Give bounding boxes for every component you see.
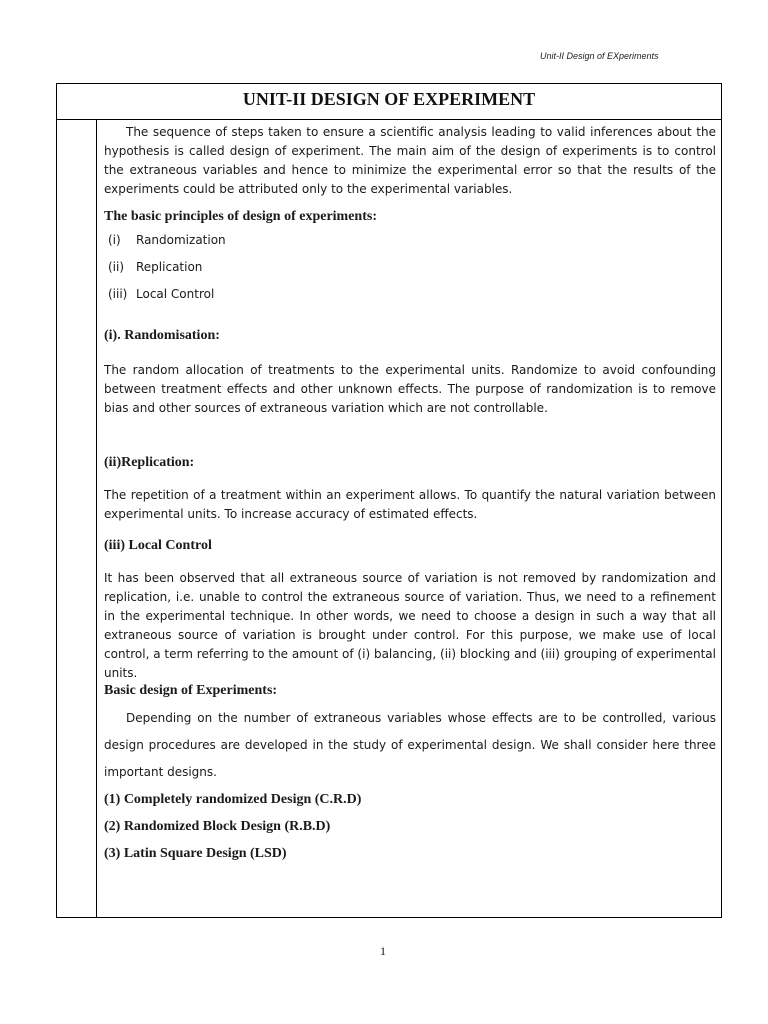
replication-paragraph: The repetition of a treatment within an experiment allows. To quantify the natural variation between experimental units. To increase accuracy of estimated effects. (104, 488, 716, 521)
local-control-paragraph: It has been observed that all extraneous source of variation is not removed by randomization and replication, i.e. unable to control the extraneous source of variation. Thus, we need to a refinement in the experimental technique. In other words, we need to choose a design in such a way that all extraneous source of variation is brought under control. For this purpose, we make use of local control, a term referring to the amount of (i) balancing, (ii) blocking and (iii) grouping of experimental units. (104, 571, 716, 680)
local-control-heading: (iii) Local Control (104, 538, 212, 553)
intro-paragraph: The sequence of steps taken to ensure a scientific analysis leading to valid inferences about the hypothesis is called design of experiment. The main aim of the design of experiments is to control the extraneous variables and hence to minimize the experimental error so that the results of the experiments could be attributed only to the experimental variables. (104, 125, 716, 196)
page-number: 1 (380, 944, 386, 958)
basic-design-heading: Basic design of Experiments: (104, 683, 278, 698)
list-item (104, 281, 716, 308)
page-title: UNIT-II DESIGN OF EXPERIMENT (57, 84, 721, 120)
list-item (104, 254, 716, 281)
design-item-crd: (1) Completely randomized Design (C.R.D) (104, 792, 362, 807)
list-item-label: Replication (136, 260, 203, 274)
content-body (104, 123, 716, 867)
list-item-label: Local Control (136, 287, 215, 301)
design-item-rbd: (2) Randomized Block Design (R.B.D) (104, 819, 331, 834)
list-item (104, 227, 716, 254)
randomisation-heading: (i). Randomisation: (104, 328, 220, 343)
running-header: Unit-II Design of EXperiments (540, 51, 659, 61)
principles-list (104, 227, 716, 308)
design-item-lsd: (3) Latin Square Design (LSD) (104, 846, 287, 861)
list-item-label: Randomization (136, 233, 226, 247)
list-item-number: (i) (108, 233, 121, 247)
margin-column-divider (96, 120, 97, 917)
basic-design-paragraph: Depending on the number of extraneous variables whose effects are to be controlled, various design procedures are developed in the study of experimental design. We shall consider here three important designs. (104, 711, 716, 779)
content-table (56, 83, 722, 918)
list-item-number: (iii) (108, 287, 128, 301)
randomisation-paragraph: The random allocation of treatments to the experimental units. Randomize to avoid confounding between treatment effects and other unknown effects. The purpose of randomization is to remove bias and other sources of extraneous variation which are not controllable. (104, 363, 716, 415)
replication-heading: (ii)Replication: (104, 455, 195, 470)
list-item-number: (ii) (108, 260, 125, 274)
principles-heading: The basic principles of design of experiments: (104, 209, 377, 224)
